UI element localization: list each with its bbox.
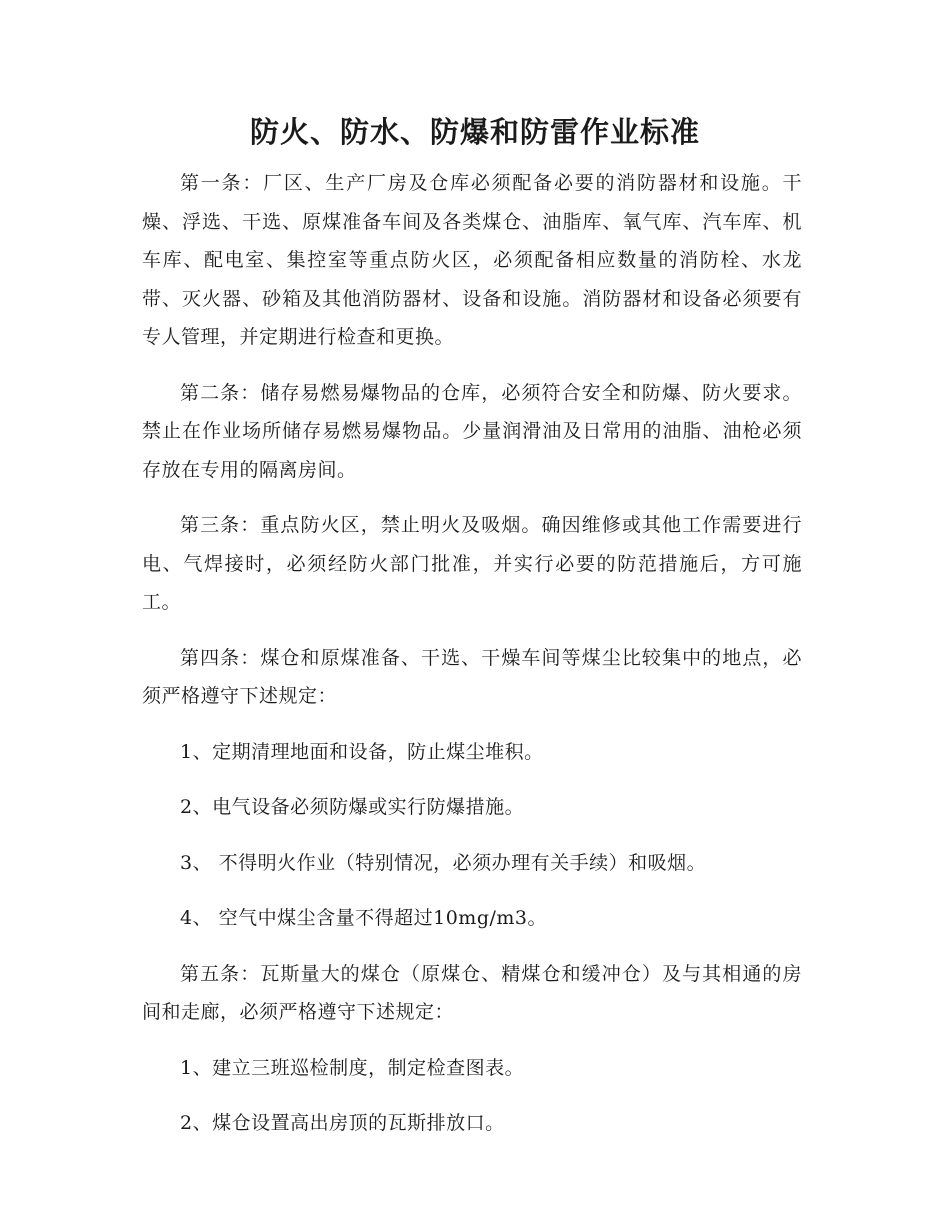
article-2: 第二条：储存易燃易爆物品的仓库，必须符合安全和防爆、防火要求。禁止在作业场所储存易燃易爆物品。少量润滑油及日常用的油脂、油枪必须存放在专用的隔离房间。: [142, 381, 802, 481]
article-3: 第三条：重点防火区，禁止明火及吸烟。确因维修或其他工作需要进行电、气焊接时，必须经防火部门批准，并实行必要的防范措施后，方可施工。: [142, 514, 802, 613]
article-4-item-4: 4、 空气中煤尘含量不得超过10mg/m3。: [180, 907, 547, 929]
document-title: 防火、防水、防爆和防雷作业标准: [249, 115, 700, 149]
article-4-intro: 第四条：煤仓和原煤准备、干选、干燥车间等煤尘比较集中的地点，必须严格遵守下述规定：: [142, 646, 802, 707]
article-5-item-1: 1、建立三班巡检制度，制定检查图表。: [180, 1056, 525, 1079]
document-body: [142, 164, 802, 1160]
article-1: 第一条：厂区、生产厂房及仓库必须配备必要的消防器材和设施。干燥、浮选、干选、原煤准备车间及各类煤仓、油脂库、氧气库、汽车库、机车库、配电室、集控室等重点防火区，必须配备相应数量的消防栓、水龙带、灭火器、砂箱及其他消防器材、设备和设施。消防器材和设备必须要有专人管理，并定期进行检查和更换。: [142, 172, 802, 348]
article-4-item-2: 2、电气设备必须防爆或实行防爆措施。: [180, 796, 525, 818]
article-4-item-3: 3、 不得明火作业（特别情况，必须办理有关手续）和吸烟。: [180, 851, 707, 874]
article-4-item-1: 1、定期清理地面和设备，防止煤尘堆积。: [180, 740, 544, 763]
article-5-item-2: 2、煤仓设置高出房顶的瓦斯排放口。: [180, 1112, 505, 1134]
article-5-intro: 第五条：瓦斯量大的煤仓（原煤仓、精煤仓和缓冲仓）及与其相通的房间和走廊，必须严格遵守下述规定：: [142, 962, 802, 1023]
